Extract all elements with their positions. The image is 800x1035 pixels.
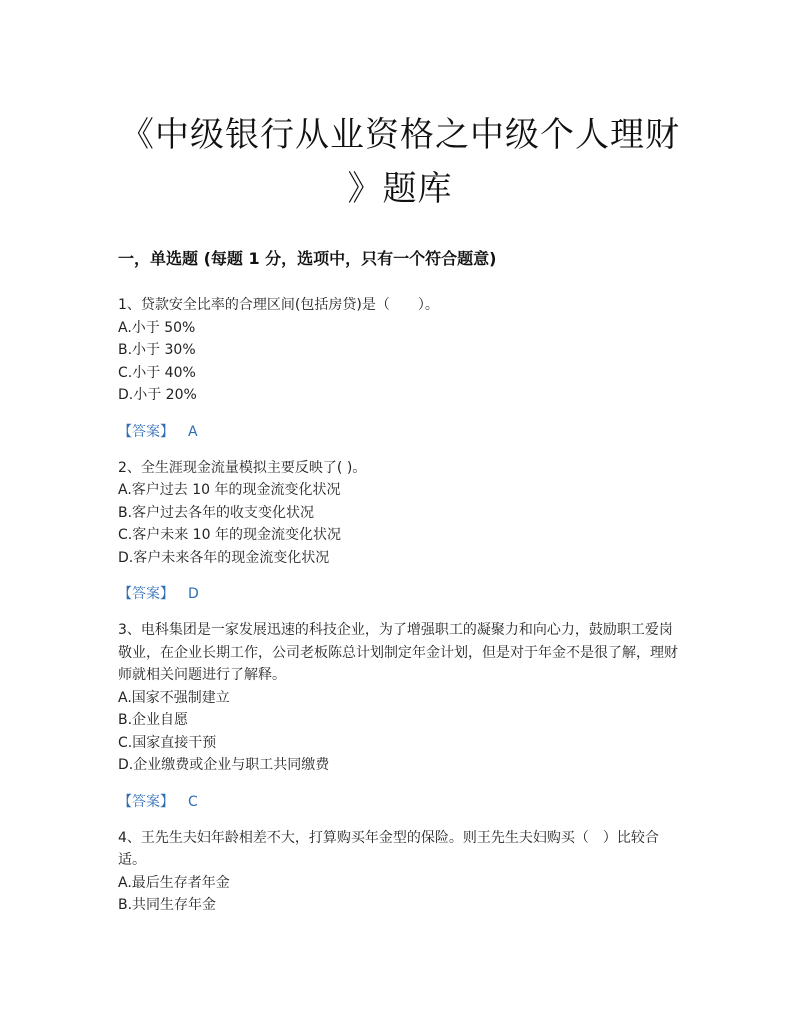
option-a: A.最后生存者年金	[118, 874, 230, 891]
answer-line	[118, 791, 682, 813]
option-a: A.客户过去 10 年的现金流变化状况	[118, 482, 341, 498]
option-b: B.小于 30%	[118, 342, 196, 358]
question-stem: 1、贷款安全比率的合理区间(包括房贷)是（ ）。	[118, 297, 439, 313]
question-stem: 4、王先生夫妇年龄相差不大，打算购买年金型的保险。则王先生夫妇购买（ ）比较合适。	[118, 829, 659, 868]
option-a: A.小于 50%	[118, 319, 196, 336]
answer-label: 【答案】	[118, 793, 174, 810]
option-d: D.小于 20%	[118, 387, 197, 403]
document-title	[110, 108, 690, 216]
question-1	[118, 294, 682, 443]
answer-line	[118, 421, 682, 443]
question-list	[118, 294, 682, 917]
option-c: C.国家直接干预	[118, 734, 217, 751]
question-stem: 3、电科集团是一家发展迅速的科技企业，为了增强职工的凝聚力和向心力，鼓励职工爱岗敬业，在企业长期工作，公司老板陈总计划制定年金计划，但是对于年金不是很了解，理财师就相关问题进行了解释。	[118, 622, 678, 683]
option-d: D.客户未来各年的现金流变化状况	[118, 549, 330, 566]
section-heading: 一，单选题 (每题 1 分，选项中，只有一个符合题意)	[118, 249, 497, 268]
question-2	[118, 457, 682, 606]
option-b: B.客户过去各年的收支变化状况	[118, 504, 315, 521]
option-d: D.企业缴费或企业与职工共同缴费	[118, 757, 330, 773]
option-c: C.客户未来 10 年的现金流变化状况	[118, 527, 341, 543]
option-b: B.企业自愿	[118, 712, 189, 728]
question-stem: 2、全生涯现金流量模拟主要反映了( )。	[118, 459, 367, 476]
option-a: A.国家不强制建立	[118, 689, 230, 706]
answer-label: 【答案】	[118, 423, 174, 440]
question-4	[118, 827, 682, 917]
option-c: C.小于 40%	[118, 364, 196, 381]
answer-line	[118, 583, 682, 605]
answer-label: 【答案】	[118, 586, 174, 602]
question-3	[118, 619, 682, 813]
answer-value: D	[188, 586, 199, 602]
title-line-1: 《中级银行从业资格之中级个人理财	[120, 115, 680, 155]
option-b: B.共同生存年金	[118, 897, 217, 913]
title-line-2: 》题库	[347, 169, 453, 209]
answer-value: A	[188, 423, 198, 440]
answer-value: C	[188, 793, 198, 810]
